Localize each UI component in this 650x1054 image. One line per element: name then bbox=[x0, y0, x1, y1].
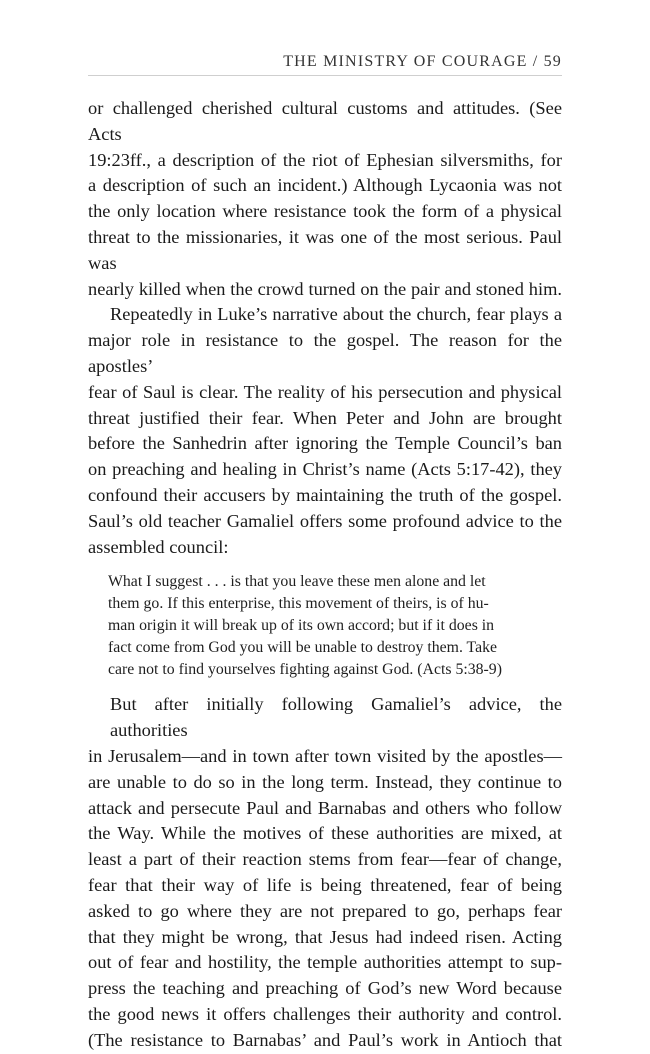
text-line: a description of such an incident.) Although Lycaonia was not bbox=[88, 175, 562, 196]
paragraph-1 bbox=[88, 96, 562, 302]
text-line: the Way. While the motives of these authorities are mixed, at bbox=[88, 823, 562, 844]
text-line: out of fear and hostility, the temple authorities attempt to sup- bbox=[88, 952, 562, 973]
text-line: on preaching and healing in Christ’s name (Acts 5:17-42), they bbox=[88, 459, 562, 480]
quote-line: them go. If this enterprise, this movement of theirs, is of hu- bbox=[108, 595, 489, 613]
quote-line: fact come from God you will be unable to destroy them. Take bbox=[108, 639, 498, 657]
text-line: are unable to do so in the long term. Instead, they continue to bbox=[88, 771, 562, 792]
header-rule bbox=[88, 75, 562, 76]
text-line: asked to go where they are not prepared to go, perhaps fear bbox=[88, 900, 562, 921]
text-line: (The resistance to Barnabas’ and Paul’s work in Antioch that bbox=[88, 1029, 562, 1050]
text-line: confound their accusers by maintaining the truth of the gospel. bbox=[88, 484, 562, 505]
text-line: fear of Saul is clear. The reality of his persecution and physical bbox=[88, 381, 562, 402]
paragraph-3 bbox=[88, 692, 562, 1053]
text-line: or challenged cherished cultural customs and attitudes. (See Acts bbox=[88, 98, 562, 144]
text-line: assembled council: bbox=[88, 536, 229, 557]
quote-line: What I suggest . . . is that you leave these men alone and let bbox=[108, 573, 486, 591]
text-line: Repeatedly in Luke’s narrative about the church, fear plays a bbox=[110, 304, 562, 325]
text-line: Saul’s old teacher Gamaliel offers some profound advice to the bbox=[88, 510, 562, 531]
text-line: fear that their way of life is being threatened, fear of being bbox=[88, 874, 562, 895]
text-line: threat to the missionaries, it was one of the most serious. Paul was bbox=[88, 226, 562, 273]
body-text bbox=[88, 96, 562, 1054]
quote-line: care not to find yourselves fighting against God. (Acts 5:38-9) bbox=[108, 661, 502, 679]
text-line: the only location where resistance took the form of a physical bbox=[88, 201, 562, 222]
text-line: the good news it offers challenges their authority and control. bbox=[88, 1003, 562, 1024]
text-line: least a part of their reaction stems from fear—fear of change, bbox=[88, 849, 562, 870]
text-line: major role in resistance to the gospel. The reason for the apostles’ bbox=[88, 330, 562, 376]
running-head: THE MINISTRY OF COURAGE / 59 bbox=[283, 53, 562, 70]
text-line: But after initially following Gamaliel’s advice, the authorities bbox=[110, 694, 562, 741]
text-line: 19:23ff., a description of the riot of Ephesian silversmiths, for bbox=[88, 149, 562, 170]
text-line: attack and persecute Paul and Barnabas and others who follow bbox=[88, 797, 562, 818]
text-line: press the teaching and preaching of God’s new Word because bbox=[88, 978, 562, 999]
text-line: nearly killed when the crowd turned on the pair and stoned him. bbox=[88, 278, 562, 299]
text-line: that they might be wrong, that Jesus had indeed risen. Acting bbox=[88, 926, 562, 947]
paragraph-2 bbox=[88, 302, 562, 560]
quote-line: man origin it will break up of its own accord; but if it does in bbox=[108, 617, 495, 635]
text-line: in Jerusalem—and in town after town visited by the apostles— bbox=[88, 745, 562, 766]
block-quote bbox=[108, 571, 528, 681]
text-line: threat justified their fear. When Peter and John are brought bbox=[88, 407, 562, 428]
text-line: before the Sanhedrin after ignoring the Temple Council’s ban bbox=[88, 433, 562, 454]
